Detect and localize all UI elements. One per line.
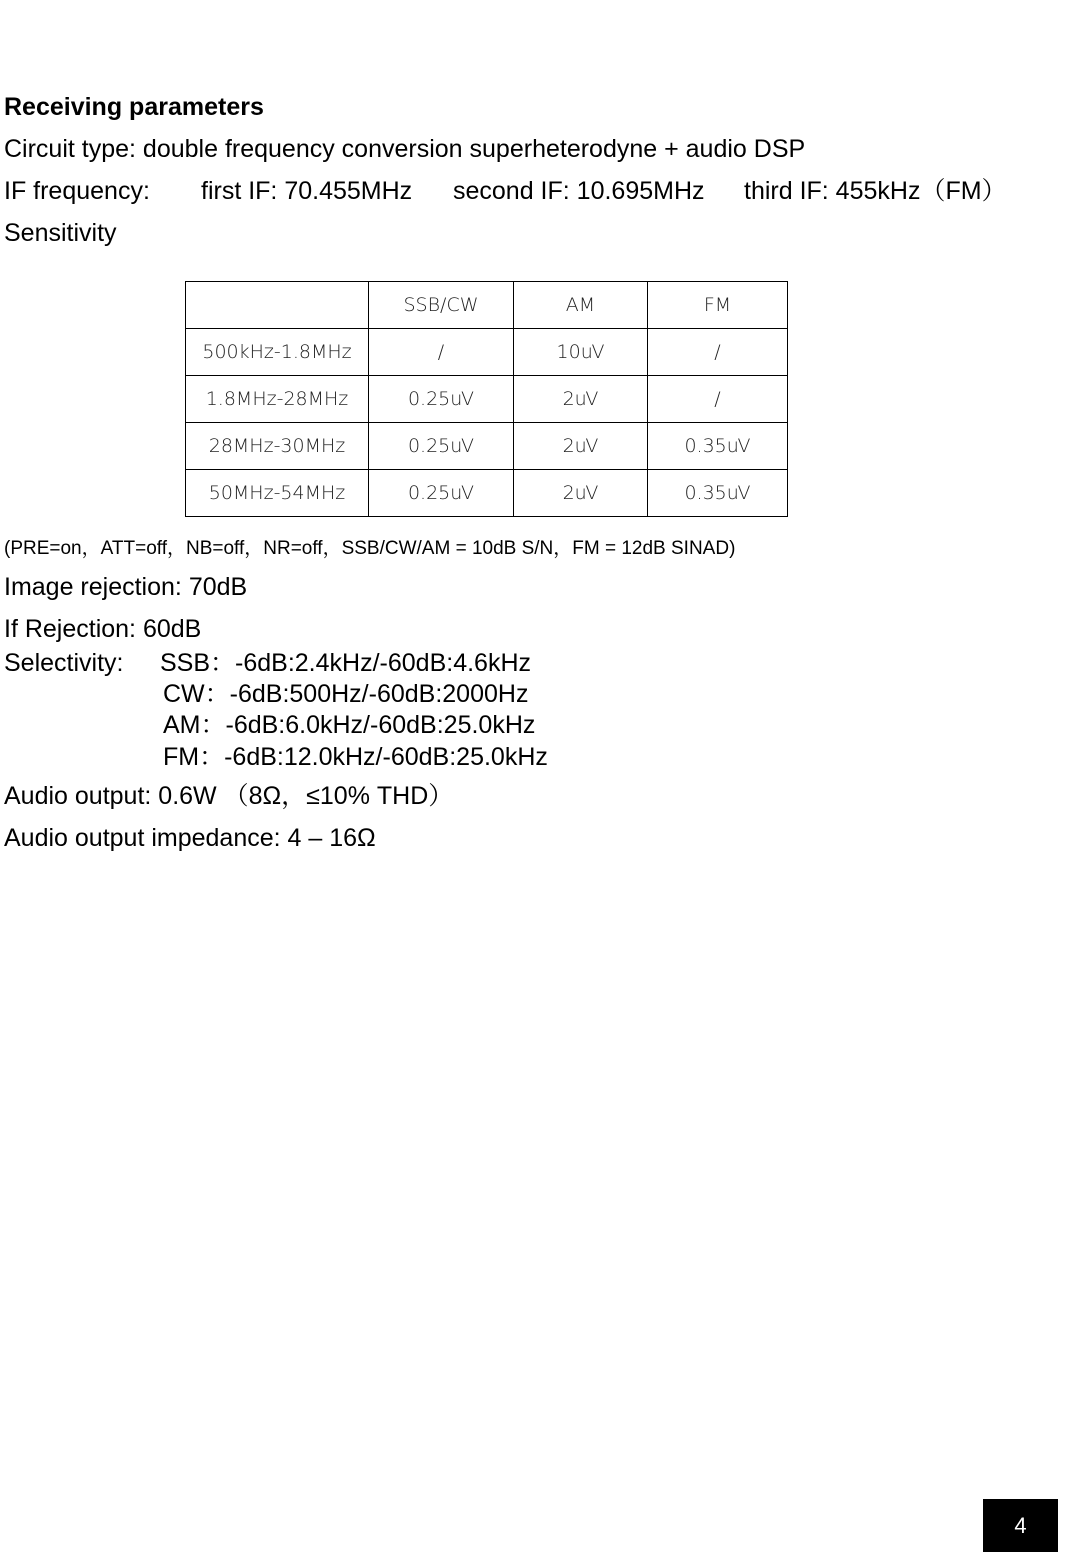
circuit-type-line: Circuit type: double frequency conversion superheterodyne + audio DSP <box>4 135 806 163</box>
table-row <box>186 376 788 423</box>
selectivity-row-cw: CW：-6dB:500Hz/-60dB:2000Hz <box>163 680 529 708</box>
table-cell: 0.25uV <box>369 376 514 423</box>
table-cell: 28MHz-30MHz <box>186 423 369 470</box>
if-frequency-first: first IF: 70.455MHz <box>201 177 413 205</box>
table-cell: 2uV <box>514 423 648 470</box>
table-cell: 50MHz-54MHz <box>186 470 369 517</box>
table-header-cell: SSB/CW <box>369 282 514 329</box>
table-header-cell: AM <box>514 282 648 329</box>
table-cell: / <box>369 329 514 376</box>
sensitivity-table <box>185 281 788 517</box>
table-cell: 2uV <box>514 470 648 517</box>
selectivity-row-am: AM：-6dB:6.0kHz/-60dB:25.0kHz <box>163 711 536 739</box>
if-rejection-line: If Rejection: 60dB <box>4 615 202 643</box>
table-cell: 1.8MHz-28MHz <box>186 376 369 423</box>
table-cell: 2uV <box>514 376 648 423</box>
table-cell: 0.25uV <box>369 423 514 470</box>
audio-output-impedance-line: Audio output impedance: 4 – 16Ω <box>4 824 376 852</box>
table-header-cell <box>186 282 369 329</box>
table-row <box>186 423 788 470</box>
if-frequency-third: third IF: 455kHz（FM） <box>744 177 1007 205</box>
table-cell: 500kHz-1.8MHz <box>186 329 369 376</box>
table-cell: 10uV <box>514 329 648 376</box>
table-row <box>186 470 788 517</box>
selectivity-label: Selectivity: <box>4 649 124 677</box>
audio-output-line: Audio output: 0.6W （8Ω，≤10% THD） <box>4 782 454 810</box>
image-rejection-line: Image rejection: 70dB <box>4 573 248 601</box>
if-frequency-second: second IF: 10.695MHz <box>453 177 705 205</box>
selectivity-row-fm: FM：-6dB:12.0kHz/-60dB:25.0kHz <box>163 743 548 771</box>
table-cell: 0.35uV <box>648 423 788 470</box>
selectivity-row-ssb: SSB：-6dB:2.4kHz/-60dB:4.6kHz <box>160 649 531 677</box>
if-frequency-label: IF frequency: <box>4 177 150 205</box>
table-cell: / <box>648 376 788 423</box>
table-cell: / <box>648 329 788 376</box>
table-header-cell: FM <box>648 282 788 329</box>
table-row <box>186 329 788 376</box>
section-title: Receiving parameters <box>4 93 264 121</box>
sensitivity-label: Sensitivity <box>4 219 117 247</box>
table-cell: 0.35uV <box>648 470 788 517</box>
conditions-note: (PRE=on，ATT=off，NB=off，NR=off，SSB/CW/AM = 10dB S/N，FM = 12dB SINAD) <box>4 538 736 559</box>
page-number: 4 <box>983 1499 1058 1552</box>
table-cell: 0.25uV <box>369 470 514 517</box>
table-header-row <box>186 282 788 329</box>
